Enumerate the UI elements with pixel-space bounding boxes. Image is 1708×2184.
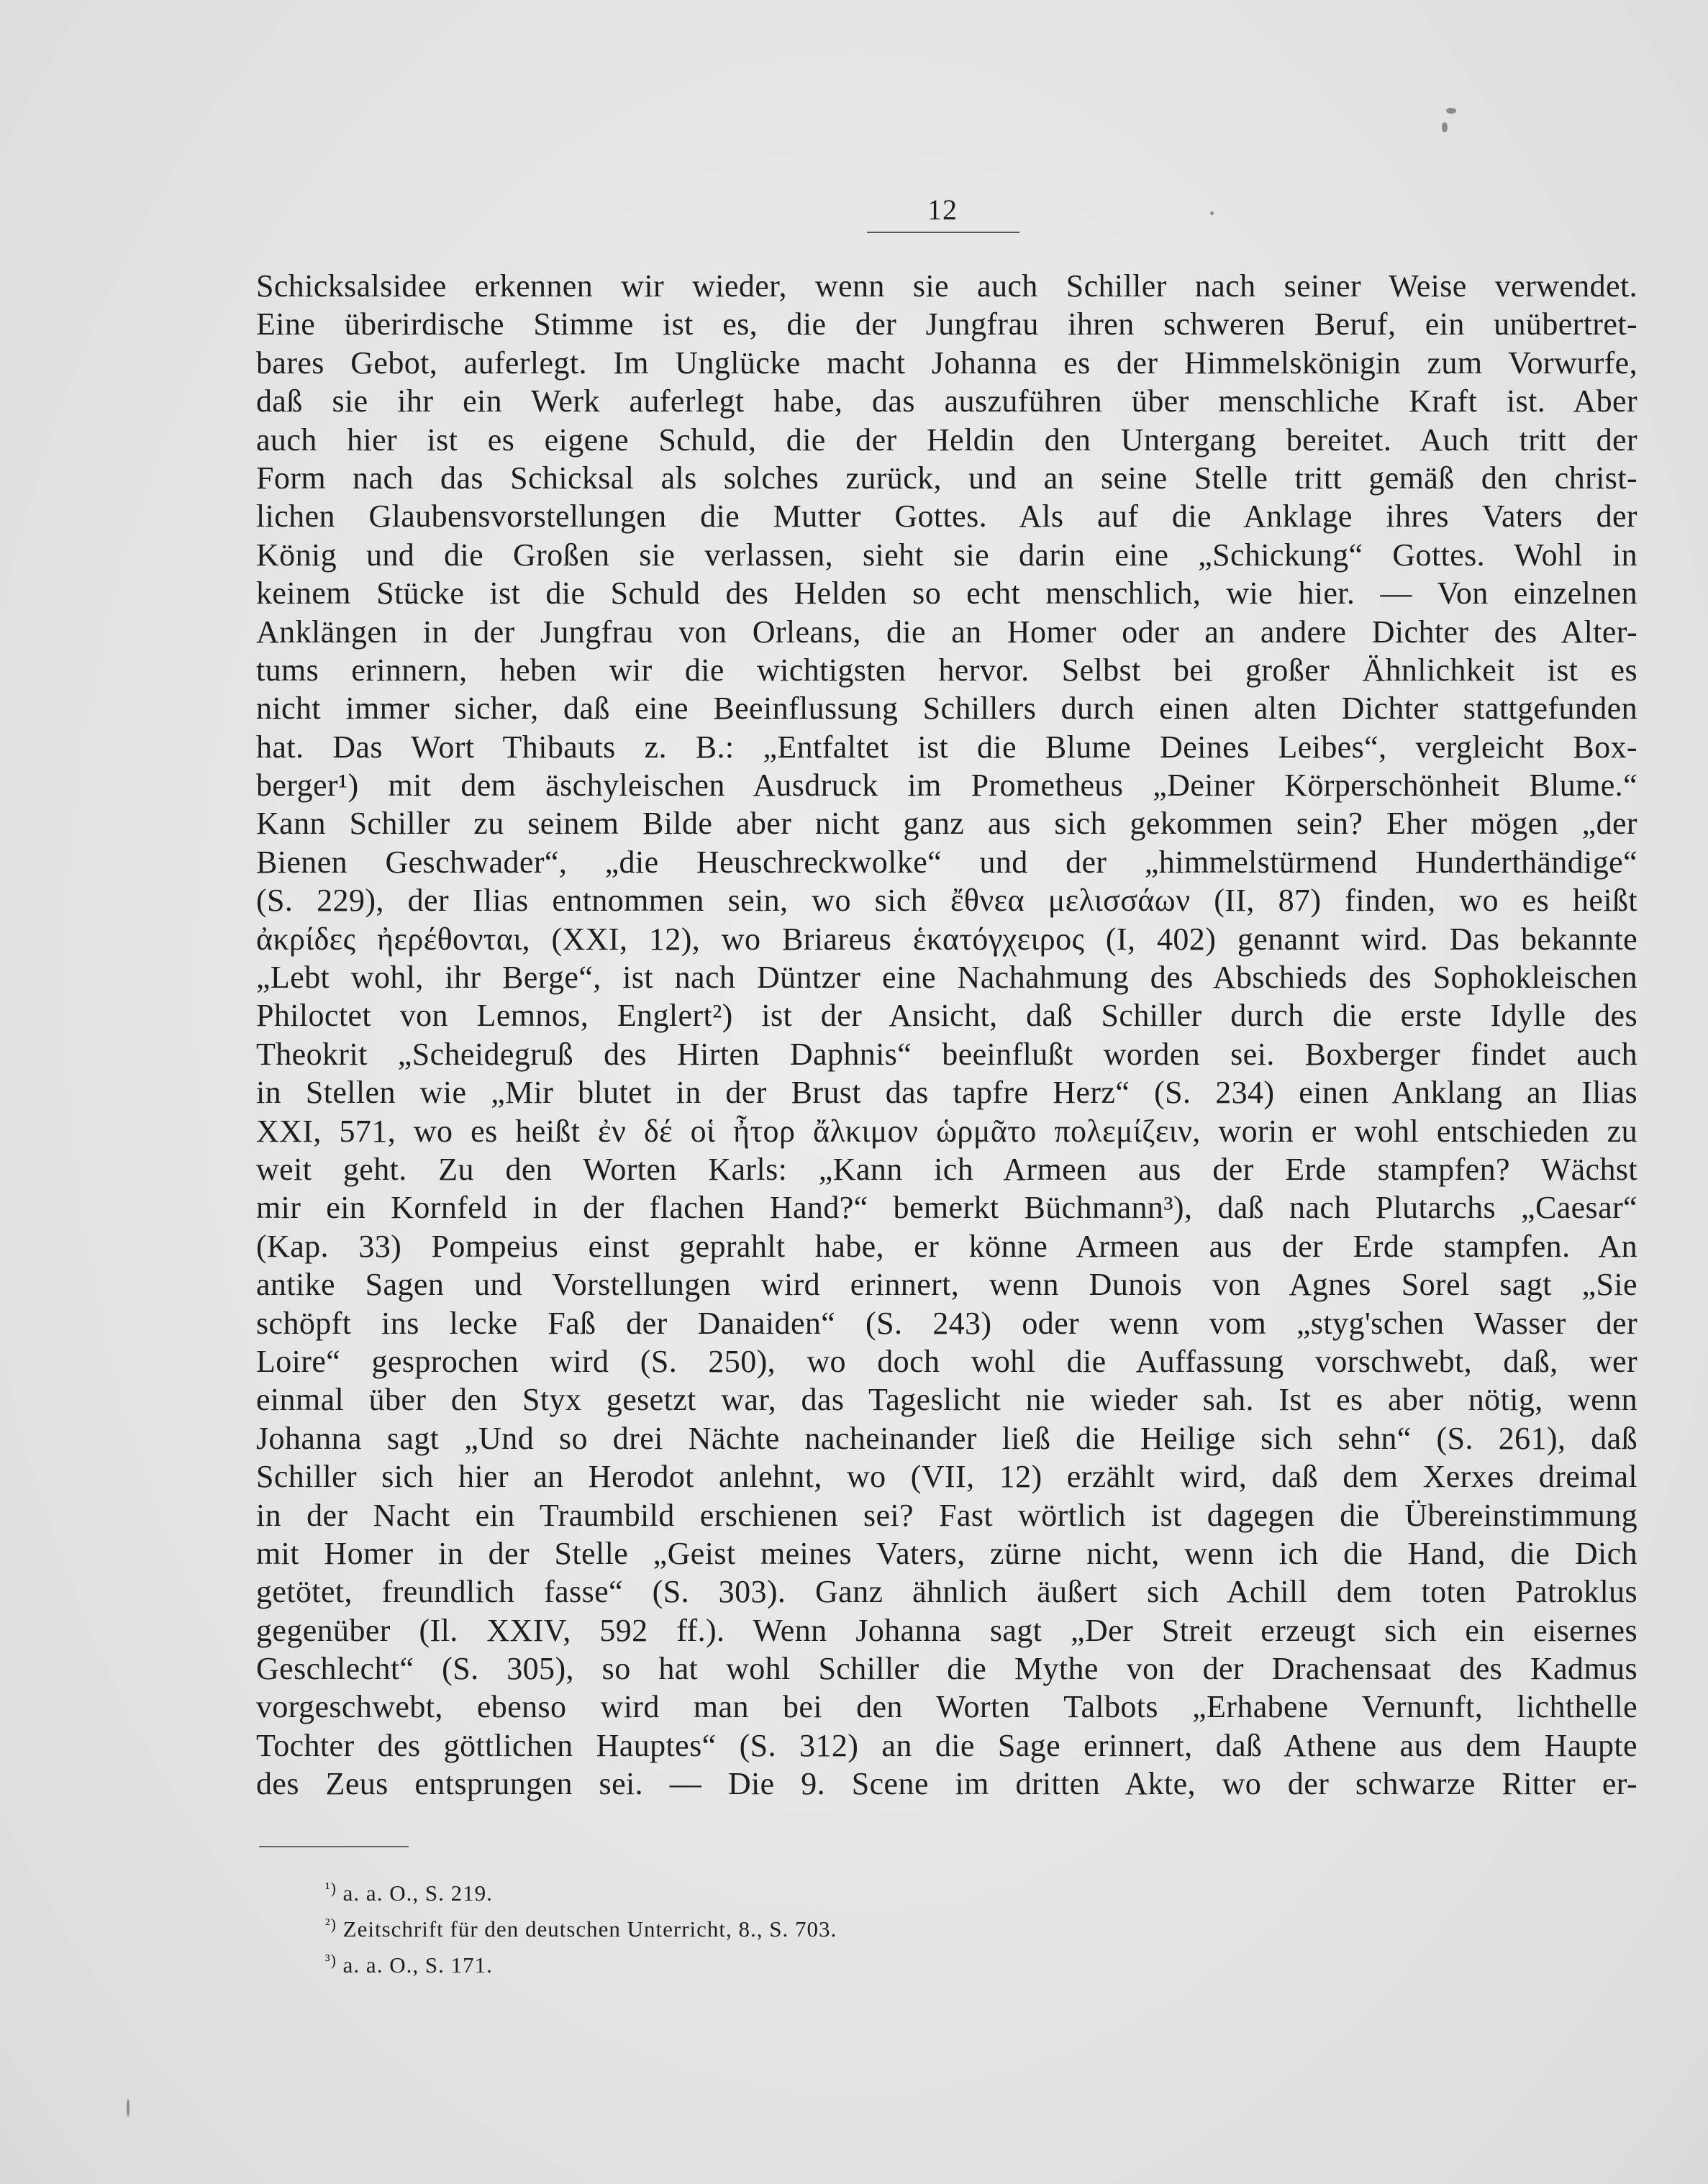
- footnote: [325, 1870, 1404, 1906]
- text-line: hat. Das Wort Thibauts z. B.: „Entfaltet ist die Blume Deines Leibes“, vergleicht Box-: [256, 729, 1637, 765]
- footnote-marker: ³): [325, 1951, 337, 1969]
- body-text: [256, 267, 1637, 1803]
- footnote-marker: ²): [325, 1915, 337, 1933]
- text-line: auch hier ist es eigene Schuld, die der Heldin den Untergang bereitet. Auch tritt der: [256, 422, 1637, 458]
- paper-speck: [1446, 108, 1456, 114]
- text-line: lichen Glaubensvorstellungen die Mutter Gottes. Als auf die Anklage ihres Vaters der: [256, 499, 1637, 534]
- footnotes: [325, 1870, 1404, 1978]
- text-line: Loire“ gesprochen wird (S. 250), wo doch wohl die Auffassung vorschwebt, daß, wer: [256, 1343, 1637, 1379]
- text-line: Geschlecht“ (S. 305), so hat wohl Schiller die Mythe von der Drachensaat des Kadmus: [256, 1651, 1637, 1687]
- text-line: König und die Großen sie verlassen, sieht sie darin eine „Schickung“ Gottes. Wohl in: [256, 537, 1637, 573]
- footnote-text: a. a. O., S. 219.: [342, 1880, 493, 1906]
- text-line: (Kap. 33) Pompeius einst geprahlt habe, er könne Armeen aus der Erde stampfen. An: [256, 1228, 1637, 1264]
- text-line: einmal über den Styx gesetzt war, das Tageslicht nie wieder sah. Ist es aber nötig, wenn: [256, 1382, 1637, 1418]
- text-line: schöpft ins lecke Faß der Danaiden“ (S. 243) oder wenn vom „styg'schen Wasser der: [256, 1305, 1637, 1341]
- text-line: in Stellen wie „Mir blutet in der Brust das tapfre Herz“ (S. 234) einen Anklang an Ilias: [256, 1075, 1637, 1111]
- page-number: 12: [927, 194, 958, 226]
- text-line: mit Homer in der Stelle „Geist meines Vaters, zürne nicht, wenn ich die Hand, die Dich: [256, 1535, 1637, 1571]
- text-line: Philoctet von Lemnos, Englert²) ist der Ansicht, daß Schiller durch die erste Idylle des: [256, 998, 1637, 1034]
- text-line: des Zeus entsprungen sei. — Die 9. Scene im dritten Akte, wo der schwarze Ritter er-: [256, 1766, 1637, 1802]
- footnote: [325, 1942, 1404, 1978]
- footnote-text: Zeitschrift für den deutschen Unterricht, 8., S. 703.: [342, 1916, 837, 1942]
- text-line: mir ein Kornfeld in der flachen Hand?“ bemerkt Büchmann³), daß nach Plutarchs „Caesar“: [256, 1190, 1637, 1226]
- paper-speck: [127, 2099, 130, 2116]
- footnote-marker: ¹): [325, 1879, 337, 1897]
- text-line: Tochter des göttlichen Hauptes“ (S. 312) an die Sage erinnert, daß Athene aus dem Haupte: [256, 1727, 1637, 1763]
- text-line: Johanna sagt „Und so drei Nächte nacheinander ließ die Heilige sich sehn“ (S. 261), daß: [256, 1420, 1637, 1456]
- text-line: nicht immer sicher, daß eine Beeinflussung Schillers durch einen alten Dichter stattgefunden: [256, 691, 1637, 727]
- text-line: Schiller sich hier an Herodot anlehnt, wo (VII, 12) erzählt wird, daß dem Xerxes dreimal: [256, 1459, 1637, 1495]
- footnote: [325, 1906, 1404, 1942]
- text-line: tums erinnern, heben wir die wichtigsten hervor. Selbst bei großer Ähnlichkeit ist es: [256, 652, 1637, 688]
- text-line: Schicksalsidee erkennen wir wieder, wenn sie auch Schiller nach seiner Weise verwendet.: [256, 268, 1637, 304]
- footnote-rule: [259, 1846, 409, 1847]
- text-line: Form nach das Schicksal als solches zurück, und an seine Stelle tritt gemäß den christ-: [256, 460, 1637, 496]
- page-number-rule: [867, 232, 1019, 233]
- text-line: (S. 229), der Ilias entnommen sein, wo sich ἔθνεα μελισσάων (II, 87) finden, wo es heißt: [256, 883, 1637, 919]
- text-line: Bienen Geschwader“, „die Heuschreckwolke“ und der „himmelstürmend Hunderthändige“: [256, 844, 1637, 880]
- text-line: antike Sagen und Vorstellungen wird erinnert, wenn Dunois von Agnes Sorel sagt „Sie: [256, 1267, 1637, 1303]
- text-line: Kann Schiller zu seinem Bilde aber nicht ganz aus sich gekommen sein? Eher mögen „der: [256, 806, 1637, 842]
- paper-speck: [1210, 211, 1214, 215]
- paper-speck: [1442, 122, 1448, 132]
- text-line: berger¹) mit dem äschyleischen Ausdruck im Prometheus „Deiner Körperschönheit Blume.“: [256, 768, 1637, 804]
- text-line: „Lebt wohl, ihr Berge“, ist nach Düntzer eine Nachahmung des Abschieds des Sophokleischen: [256, 960, 1637, 996]
- footnote-text: a. a. O., S. 171.: [342, 1952, 493, 1978]
- text-line: XXI, 571, wo es heißt ἐν δέ οἱ ἦτορ ἄλκιμον ὡρμᾶτο πολεμίζειν, worin er wohl entschieden zu: [256, 1113, 1637, 1149]
- text-line: ἀκρίδες ἠερέθονται, (XXI, 12), wo Briareus ἑκατόγχειρος (I, 402) genannt wird. Das bekannte: [256, 921, 1637, 957]
- text-line: weit geht. Zu den Worten Karls: „Kann ich Armeen aus der Erde stampfen? Wächst: [256, 1151, 1637, 1187]
- text-line: Eine überirdische Stimme ist es, die der Jungfrau ihren schweren Beruf, ein unübertret-: [256, 306, 1637, 342]
- text-line: Anklängen in der Jungfrau von Orleans, die an Homer oder an andere Dichter des Alter-: [256, 614, 1637, 650]
- text-line: gegenüber (Il. XXIV, 592 ff.). Wenn Johanna sagt „Der Streit erzeugt sich ein eisernes: [256, 1612, 1637, 1648]
- text-line: getötet, freundlich fasse“ (S. 303). Ganz ähnlich äußert sich Achill dem toten Patroklus: [256, 1574, 1637, 1610]
- text-line: keinem Stücke ist die Schuld des Helden so echt menschlich, wie hier. — Von einzelnen: [256, 575, 1637, 611]
- text-line: vorgeschwebt, ebenso wird man bei den Worten Talbots „Erhabene Vernunft, lichthelle: [256, 1689, 1637, 1725]
- text-line: in der Nacht ein Traumbild erschienen sei? Fast wörtlich ist dagegen die Übereinstimmung: [256, 1497, 1637, 1533]
- text-line: bares Gebot, auferlegt. Im Unglücke macht Johanna es der Himmelskönigin zum Vorwurfe,: [256, 345, 1637, 381]
- text-line: daß sie ihr ein Werk auferlegt habe, das auszuführen über menschliche Kraft ist. Aber: [256, 383, 1637, 419]
- text-line: Theokrit „Scheidegruß des Hirten Daphnis“ beeinflußt worden sei. Boxberger findet auch: [256, 1036, 1637, 1072]
